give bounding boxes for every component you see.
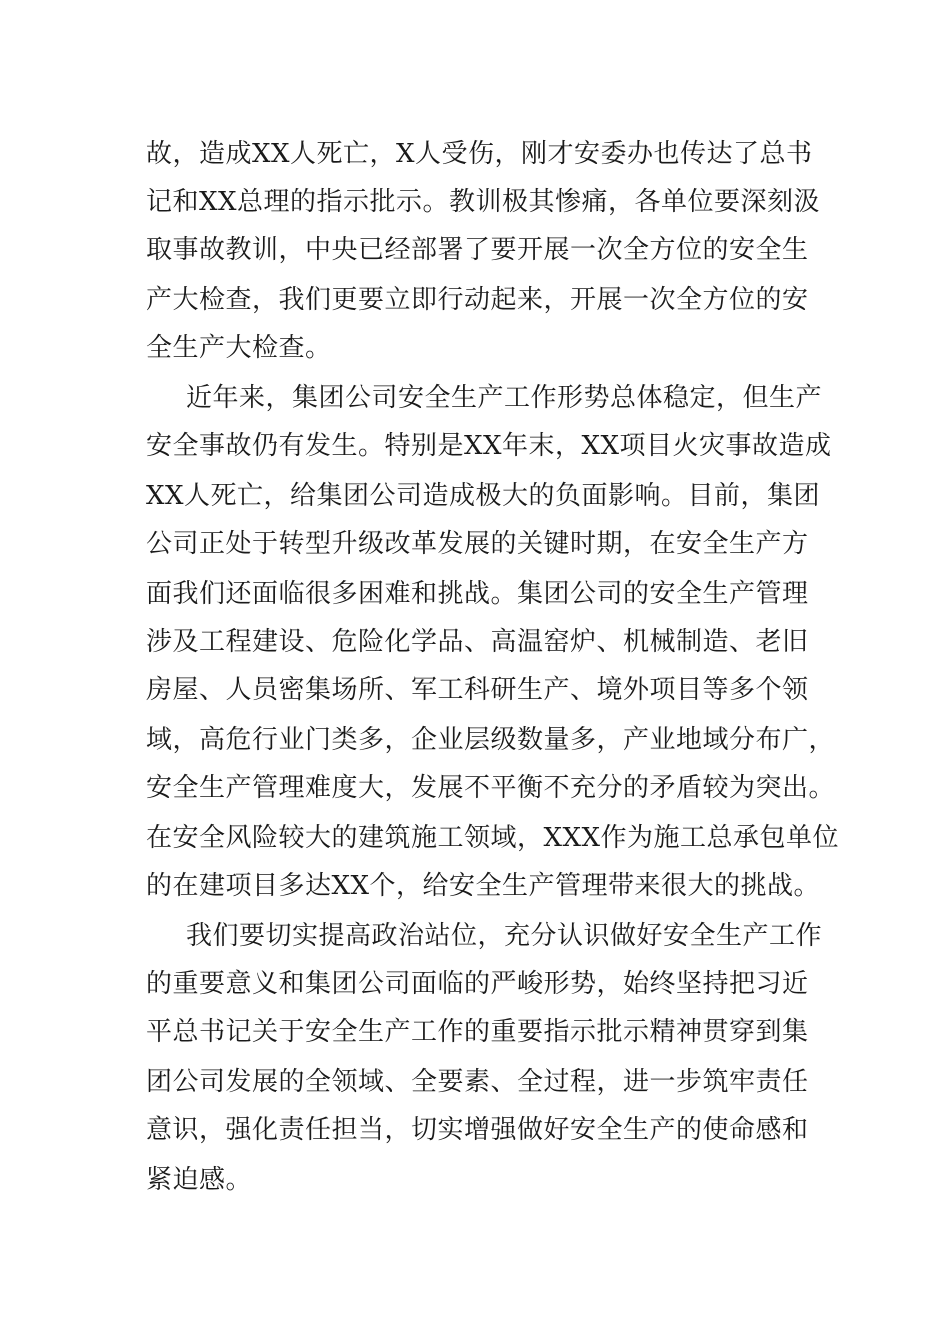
paragraph-2-line-1: 近年来，集团公司安全生产工作形势总体稳定，但生产 xyxy=(186,383,823,413)
paragraph-2-line-2: 安全事故仍有发生。特别是XX年末，XX项目火灾事故造成 xyxy=(146,431,832,461)
paragraph-2-line-3: XX人死亡，给集团公司造成极大的负面影响。目前，集团 xyxy=(146,481,821,511)
paragraph-2-line-11: 的在建项目多达XX个，给安全生产管理带来很大的挑战。 xyxy=(146,871,821,901)
paragraph-3-line-3: 平总书记关于安全生产工作的重要指示批示精神贯穿到集 xyxy=(146,1017,809,1047)
paragraph-2-line-5: 面我们还面临很多困难和挑战。集团公司的安全生产管理 xyxy=(146,579,809,609)
paragraph-1-line-1: 故，造成XX人死亡，X人受伤，刚才安委办也传达了总书 xyxy=(146,139,813,169)
paragraph-1-line-3: 取事故教训，中央已经部署了要开展一次全方位的安全生 xyxy=(146,235,809,265)
paragraph-2-line-8: 域，高危行业门类多，企业层级数量多，产业地域分布广， xyxy=(146,725,836,755)
paragraph-1-line-5: 全生产大检查。 xyxy=(146,333,332,363)
paragraph-2-line-9: 安全生产管理难度大，发展不平衡不充分的矛盾较为突出。 xyxy=(146,773,836,803)
paragraph-2-line-6: 涉及工程建设、危险化学品、高温窑炉、机械制造、老旧 xyxy=(146,627,809,657)
paragraph-2-line-10: 在安全风险较大的建筑施工领域，XXX作为施工总承包单位 xyxy=(146,823,840,853)
paragraph-3-line-6: 紧迫感。 xyxy=(146,1165,253,1195)
paragraph-3-line-4: 团公司发展的全领域、全要素、全过程，进一步筑牢责任 xyxy=(146,1067,809,1097)
paragraph-3-line-5: 意识，强化责任担当，切实增强做好安全生产的使命感和 xyxy=(146,1115,809,1145)
paragraph-3-line-1: 我们要切实提高政治站位，充分认识做好安全生产工作 xyxy=(186,921,823,951)
paragraph-2-line-7: 房屋、人员密集场所、军工科研生产、境外项目等多个领 xyxy=(146,675,809,705)
paragraph-1-line-2: 记和XX总理的指示批示。教训极其惨痛，各单位要深刻汲 xyxy=(146,187,821,217)
paragraph-2-line-4: 公司正处于转型升级改革发展的关键时期，在安全生产方 xyxy=(146,529,809,559)
paragraph-3-line-2: 的重要意义和集团公司面临的严峻形势，始终坚持把习近 xyxy=(146,969,809,999)
paragraph-1-line-4: 产大检查，我们更要立即行动起来，开展一次全方位的安 xyxy=(146,285,809,315)
